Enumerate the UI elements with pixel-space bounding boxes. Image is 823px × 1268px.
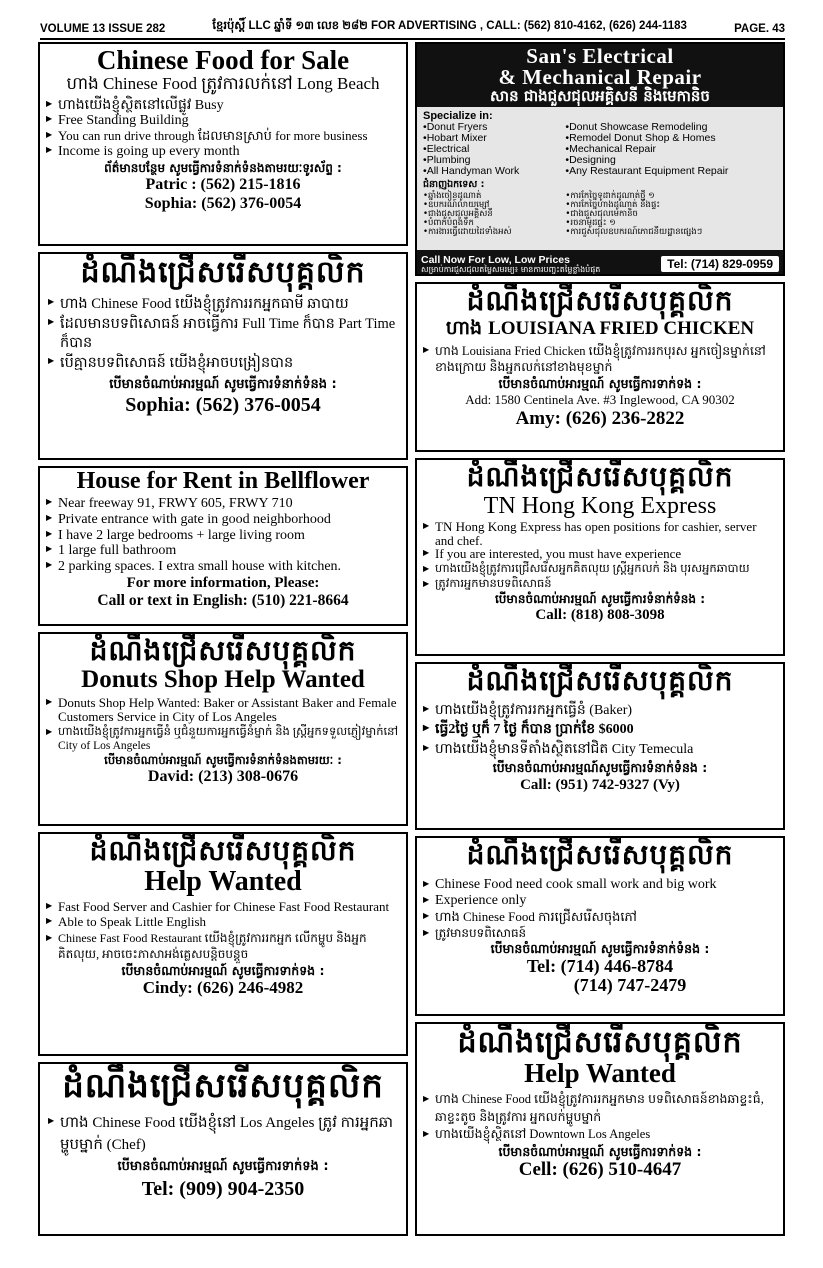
ad-banner — [417, 44, 783, 107]
phone-number: Patric : (562) 215-1816 — [145, 176, 301, 194]
ad-donuts-shop — [38, 632, 408, 826]
bullet-item: ▶ If you are interested, you must have experience — [423, 547, 777, 561]
phone-number: Call: (951) 742-9327 (Vy) — [520, 777, 680, 794]
ad-bullets — [46, 496, 400, 574]
service-item: • ការជួសជុលឧបករណ៍ភោជនីយដ្ឋានផ្សេងៗ — [565, 228, 779, 237]
service-item: • ឧបករណ៍លាយម្សៅ — [423, 201, 565, 210]
bullet-item: ▶ I have 2 large bedrooms + large living room — [46, 528, 400, 544]
more-info: For more information, Please: — [126, 574, 320, 591]
bullet-item: ▶ Free Standing Building — [46, 113, 400, 129]
contact-label: បើមានចំណាប់អារម្មណ៍ សូមធ្វើការទាក់ទង : — [121, 962, 325, 978]
service-item: • ការងារធ្វើដោយដៃទាំងអស់ — [423, 228, 565, 237]
ad-bullets — [46, 900, 400, 962]
ad-bullets — [46, 98, 400, 160]
ad-heading-kh: ដំណឹងជ្រើសរើសបុគ្គលិក — [80, 255, 366, 290]
bullet-item: ▶ ហាង Chinese Food យើងខ្ញុំត្រូវការរកអ្នកមាន បទពិសោធន៍ខាងឆាខ្ទះធំ, ឆាខ្ទះតូច និងត្រូវការ អ្នកលក់ម្ហូបម្នាក់ — [423, 1091, 777, 1126]
ad-bullets — [48, 295, 398, 373]
phone-number: Call: (818) 808-3098 — [535, 606, 665, 623]
kh-specialize-label: ជំនាញឯកទេស : — [423, 179, 485, 191]
ad-subtitle: ហាង Chinese Food ត្រូវការលក់នៅ Long Beach — [66, 74, 380, 94]
contact-label: បើមានចំណាប់អារម្មណ៍សូមធ្វើការទំនាក់ទំនង : — [492, 759, 708, 775]
ad-bullets — [46, 696, 400, 753]
bullet-item: ▶ Chinese Fast Food Restaurant យើងខ្ញុំត្រូវការរកអ្នក លើកម្ហូប និងអ្នកគិតលុយ, អាចចេះភាសាអង់គ្លេសបន្តិចបន្តួច — [46, 931, 400, 962]
ad-tn-hong-kong-express — [415, 458, 785, 656]
bullet-item: ▶ ដែលមានបទពិសោធន៍ អាចធ្វើការ Full Time ក៏បាន Part Time ក៏បាន — [48, 315, 398, 354]
ad-bullets — [423, 877, 777, 942]
service-item: • ឆ្នាំងចៀនដូណាត់ — [423, 192, 565, 201]
contact-label: បើមានចំណាប់អារម្មណ៍ សូមធ្វើការទំនាក់ទំនង : — [490, 941, 710, 957]
service-item: • Mechanical Repair — [565, 144, 779, 155]
ad-job-chinese-food — [38, 252, 408, 460]
ad-footer — [417, 250, 783, 276]
ad-bullets — [423, 701, 777, 760]
phone-number: Sophia: (562) 376-0054 — [144, 194, 302, 212]
ad-heading-kh: ដំណឹងជ្រើសរើសបុគ្គលិក — [466, 284, 734, 317]
ad-heading-kh: ដំណឹងជ្រើសរើសបុគ្គលិក — [466, 460, 734, 493]
service-item: • រចនាម៉ូដផ្ទះ ១ — [565, 219, 779, 228]
bullet-item: ▶ 2 parking spaces. I extra small house with kitchen. — [46, 559, 400, 575]
bullet-item: ▶ ហាង Chinese Food យើងខ្ញុំត្រូវការរកអ្នកធាមី ឆាបាយ — [48, 295, 398, 315]
bullet-item: ▶ ហាង Chinese Food យើងខ្ញុំនៅ Los Angeles ត្រូវ ការអ្នកឆាម្ហូបម្នាក់ (Chef) — [48, 1113, 398, 1157]
bullet-item: ▶ ហាង Louisiana Fried Chicken យើងខ្ញុំត្រូវការរកបុរស អ្នកចៀនម្នាក់នៅខាងក្រោយ និងអ្នកលក់នៅខាងមុខម្នាក់ — [423, 343, 777, 377]
ad-title-kh: សាន ជាងជួសជុលអគ្គិសនី និងមេកានិច — [490, 87, 710, 105]
ad-chinese-cook — [415, 836, 785, 1016]
ad-heading-kh: ដំណឹងជ្រើសរើសបុគ្គលិក — [89, 634, 357, 667]
ad-bullets — [423, 1091, 777, 1144]
service-item: • Electrical — [423, 144, 565, 155]
ad-heading-kh: ដំណឹងជ្រើសរើសបុគ្គលិក — [89, 834, 357, 867]
service-item: • All Handyman Work — [423, 166, 565, 177]
phone-number: (714) 747-2479 — [573, 974, 687, 995]
service-item: • Donut Fryers — [423, 122, 565, 133]
service-item: • បំពាក់បំពង់ទឹក — [423, 219, 565, 228]
ad-title: San's Electrical — [526, 44, 674, 68]
phone-number: Tel: (714) 829-0959 — [661, 256, 779, 272]
phone-number: Cindy: (626) 246-4982 — [142, 978, 304, 998]
bullet-item: ▶ Experience only — [423, 893, 777, 909]
ad-heading-kh: ដំណឹងជ្រើសរើសបុគ្គលិក — [466, 838, 734, 871]
bullet-item: ▶ ត្រូវការអ្នកមានបទពិសោធន៍ — [423, 577, 777, 592]
bullet-item: ▶ ធ្វើ2ថ្ងៃ ឬក៏ 7 ថ្ងៃ ក៏បាន ប្រាក់ខែ $6000 — [423, 720, 777, 740]
phone-number: Cell: (626) 510-4647 — [518, 1159, 682, 1181]
bullet-item: ▶ TN Hong Kong Express has open positions for cashier, server and chef. — [423, 520, 777, 547]
ad-title: & Mechanical Repair — [498, 65, 702, 89]
service-item: • Designing — [565, 155, 779, 166]
ad-subtitle: LOUISIANA FRIED CHICKEN — [488, 317, 755, 339]
contact-label: បើមានចំណាប់អារម្មណ៍ សូមធ្វើការទំនាក់ទំនង : — [494, 591, 706, 606]
bullet-item: ▶ ហាងយើងខ្ញុំត្រូវការអ្នកធ្វើនំ ឬជំនួយការអ្នកធ្វើនំម្នាក់ និង ស្ត្រីអ្នកទទួលភ្ញៀវម្នាក់នៅ City of Los Angeles — [46, 725, 400, 754]
service-item: • ការកែច្នៃហាងដូណាត់ និងផ្ទះ — [565, 201, 779, 210]
bullet-item: ▶ ត្រូវមានបទពិសោធន៍ — [423, 926, 777, 942]
ad-title: TN Hong Kong Express — [483, 492, 717, 519]
phone-number: Tel: (714) 446-8784 — [526, 956, 674, 977]
ad-heading-kh: ដំណឹងជ្រើសរើសបុគ្គលិក — [62, 1066, 384, 1106]
phone-number: Sophia: (562) 376-0054 — [125, 393, 321, 416]
phone-number: David: (213) 308-0676 — [147, 767, 299, 785]
call-now-text: Call Now For Low, Low Prices — [421, 253, 570, 266]
bullet-item: ▶ Private entrance with gate in good neighborhood — [46, 512, 400, 528]
phone-number: Call or text in English: (510) 221-8664 — [97, 591, 349, 609]
ad-heading-kh: ដំណឹងជ្រើសរើសបុគ្គលិក — [457, 1025, 743, 1060]
ad-fast-food-help-wanted — [38, 832, 408, 1056]
bullet-item: ▶ ហាងយើងខ្ញុំស្ថិតនៅលើផ្លូវ Busy — [46, 98, 400, 114]
bullet-item: ▶ ហាង Chinese Food ការជ្រើសរើសចុងភៅ — [423, 909, 777, 926]
ad-bullets — [48, 1113, 398, 1157]
ad-chef-los-angeles — [38, 1062, 408, 1236]
ad-chinese-food-sale — [38, 42, 408, 246]
ad-title: Donuts Shop Help Wanted — [81, 665, 365, 693]
service-item: • Plumbing — [423, 155, 565, 166]
advertising-line: ខ្មែរប៉ុស្តិ៍ LLC ឆ្នាំទី ១៣ លេខ ២៨២ FOR ADVERTISING , CALL: (562) 810-4162, (626) 244-1183 — [212, 20, 687, 32]
ad-bullets — [423, 343, 777, 377]
ad-title: Help Wanted — [144, 865, 302, 897]
bullet-item: ▶ ហាងយើងខ្ញុំត្រូវការរកអ្នកធ្វើនំ (Baker) — [423, 701, 777, 721]
bullet-item: ▶ Chinese Food need cook small work and big work — [423, 877, 777, 893]
services-list-kh — [423, 192, 565, 237]
bullet-item: ▶ 1 large full bathroom — [46, 543, 400, 559]
bullet-item: ▶ You can run drive through ដែលមានស្រាប់ for more business — [46, 129, 400, 144]
ad-downtown-los-angeles — [415, 1022, 785, 1236]
ad-title: House for Rent in Bellflower — [76, 468, 370, 494]
bullet-item: ▶ Income is going up every month — [46, 144, 400, 160]
contact-label: ព័ត៌មានបន្ថែម សូមធ្វើការទំនាក់ទំនងតាមរយៈទូរស័ព្ទ : — [104, 161, 342, 176]
page-header — [40, 18, 785, 40]
ad-heading-kh: ដំណឹងជ្រើសរើសបុគ្គលិក — [466, 664, 734, 697]
specialize-label: Specialize in: — [423, 110, 493, 123]
page-number: PAGE. 43 — [734, 23, 785, 35]
address: Add: 1580 Centinela Ave. #3 Inglewood, CA 90302 — [465, 391, 735, 407]
ad-louisiana-fried-chicken — [415, 282, 785, 452]
bullet-item: ▶ Near freeway 91, FRWY 605, FRWY 710 — [46, 496, 400, 512]
ad-title: Chinese Food for Sale — [96, 45, 350, 75]
bullet-item: ▶ Fast Food Server and Cashier for Chinese Fast Food Restaurant — [46, 900, 400, 914]
service-item: • ការកែច្នៃទូដាក់ដូណាត់ថ្មី ១ — [565, 192, 779, 201]
contact-label: បើមានចំណាប់អារម្មណ៍ សូមធ្វើការទាក់ទង : — [117, 1158, 329, 1174]
contact-label: បើមានចំណាប់អារម្មណ៍ សូមធ្វើការទាក់ទង : — [498, 1143, 702, 1159]
bullet-item: ▶ ហាងយើងខ្ញុំស្ថិតនៅ Downtown Los Angeles — [423, 1126, 777, 1144]
bullet-item: ▶ ហាងយើងខ្ញុំមានទីតាំងស្ថិតនៅជិត City Temecula — [423, 740, 777, 760]
ad-title: Help Wanted — [524, 1058, 676, 1088]
service-item: • Donut Showcase Remodeling — [565, 122, 779, 133]
ad-sans-electrical — [415, 42, 785, 276]
service-item: • Hobart Mixer — [423, 133, 565, 144]
phone-number: Amy: (626) 236-2822 — [515, 407, 685, 429]
phone-number: Tel: (909) 904-2350 — [141, 1178, 305, 1201]
ad-subtitle-kh: ហាង — [445, 316, 483, 339]
service-item: • Remodel Donut Shop & Homes — [565, 133, 779, 144]
ad-bullets — [423, 520, 777, 591]
services-panel — [417, 107, 783, 250]
contact-label: បើមានចំណាប់អារម្មណ៍ សូមធ្វើការទំនាក់ទំនងតាមរយៈ : — [104, 753, 342, 768]
bullet-item: ▶ ហាងយើងខ្ញុំត្រូវការជ្រើសរើសអ្នកគិតលុយ ស្ត្រីអ្នកលក់ និង បុរសអ្នកឆាបាយ — [423, 562, 777, 577]
service-item: • Any Restaurant Equipment Repair — [565, 166, 779, 177]
service-item: • ជាងជួសជុលមេកានិច — [565, 210, 779, 219]
issue-label: VOLUME 13 ISSUE 282 — [40, 23, 166, 35]
call-now-kh: សម្រាប់ការជួសជុលតម្លៃសមរម្យ៖ មានការបញ្ចុះតម្លៃខ្លាំងបំផុត — [421, 264, 601, 274]
contact-label: បើមានចំណាប់អារម្មណ៍ សូមធ្វើការទាក់ទង : — [498, 376, 702, 392]
services-list — [423, 122, 565, 177]
ad-baker-temecula — [415, 662, 785, 830]
bullet-item: ▶ Able to Speak Little English — [46, 914, 400, 931]
services-list — [565, 122, 779, 177]
contact-label: បើមានចំណាប់អារម្មណ៍ សូមធ្វើការទំនាក់ទំនង : — [109, 377, 337, 393]
ad-house-for-rent — [38, 466, 408, 626]
services-list-kh — [565, 192, 779, 237]
bullet-item: ▶ បើគ្មានបទពិសោធន៍ យើងខ្ញុំអាចបង្រៀនបាន — [48, 354, 398, 374]
service-item: • ជាងជួសជុលអគ្គិសនី — [423, 210, 565, 219]
bullet-item: ▶ Donuts Shop Help Wanted: Baker or Assistant Baker and Female Customers Service in City of Los Angeles — [46, 696, 400, 725]
